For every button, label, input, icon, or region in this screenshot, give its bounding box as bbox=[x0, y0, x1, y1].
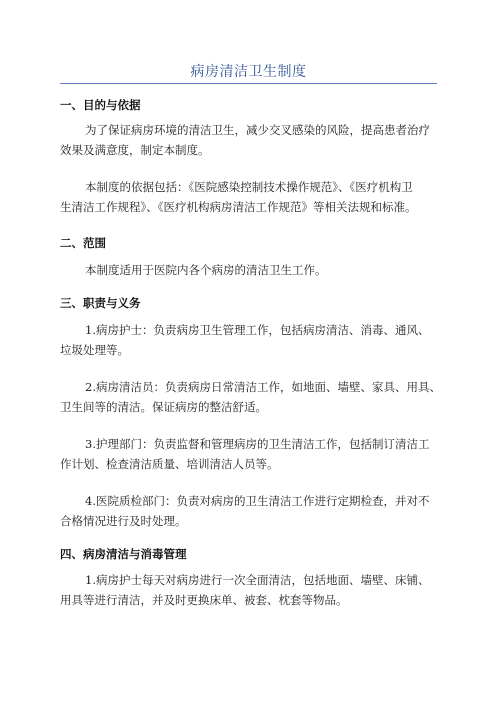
paragraph-line: 4.医院质检部门：负责对病房的卫生清洁工作进行定期检查，并对不 bbox=[85, 494, 430, 508]
paragraph-line: 卫生间等的清洁。保证病房的整洁舒适。 bbox=[60, 400, 267, 414]
document-title: 病房清洁卫生制度 bbox=[190, 64, 307, 80]
paragraph-line: 作计划、检查清洁质量、培训清洁人员等。 bbox=[60, 457, 279, 471]
paragraph-line: 1.病房护士每天对病房进行一次全面清洁，包括地面、墙壁、床铺、 bbox=[85, 573, 430, 587]
paragraph-line: 垃圾处理等。 bbox=[60, 343, 129, 357]
paragraph-line: 3.护理部门：负责监督和管理病房的卫生清洁工作，包括制订清洁工 bbox=[85, 437, 430, 451]
paragraph-line: 1.病房护士：负责病房卫生管理工作，包括病房清洁、消毒、通风、 bbox=[85, 323, 430, 337]
paragraph-line: 生清洁工作规程》、《医疗机构病房清洁工作规范》等相关法规和标准。 bbox=[60, 200, 417, 214]
section-heading-purpose: 一、目的与依据 bbox=[60, 98, 141, 112]
paragraph-line: 为了保证病房环境的清洁卫生，减少交叉感染的风险，提高患者治疗 bbox=[85, 123, 430, 137]
paragraph-ward-nurse bbox=[60, 320, 450, 360]
paragraph-line: 本制度适用于医院内各个病房的清洁卫生工作。 bbox=[85, 263, 327, 277]
paragraph-scope bbox=[60, 260, 450, 280]
paragraph-line: 合格情况进行及时处理。 bbox=[60, 514, 187, 528]
paragraph-basis bbox=[60, 177, 450, 217]
title-underline bbox=[60, 83, 437, 84]
paragraph-line: 用具等进行清洁，并及时更换床单、被套、枕套等物品。 bbox=[60, 593, 348, 607]
section-heading-cleaning: 四、病房清洁与消毒管理 bbox=[60, 547, 187, 561]
paragraph-line: 2.病房清洁员：负责病房日常清洁工作，如地面、墙壁、家具、用具、 bbox=[85, 380, 441, 394]
paragraph-daily-cleaning bbox=[60, 570, 450, 610]
paragraph-line: 本制度的依据包括：《医院感染控制技术操作规范》、《医疗机构卫 bbox=[85, 180, 413, 194]
paragraph-line: 效果及满意度，制定本制度。 bbox=[60, 143, 210, 157]
paragraph-qc-dept bbox=[60, 491, 450, 531]
paragraph-nursing-dept bbox=[60, 434, 450, 474]
paragraph-purpose bbox=[60, 120, 450, 160]
section-heading-responsibilities: 三、职责与义务 bbox=[60, 296, 141, 310]
paragraph-cleaner bbox=[60, 377, 450, 417]
section-heading-scope: 二、范围 bbox=[60, 236, 106, 250]
